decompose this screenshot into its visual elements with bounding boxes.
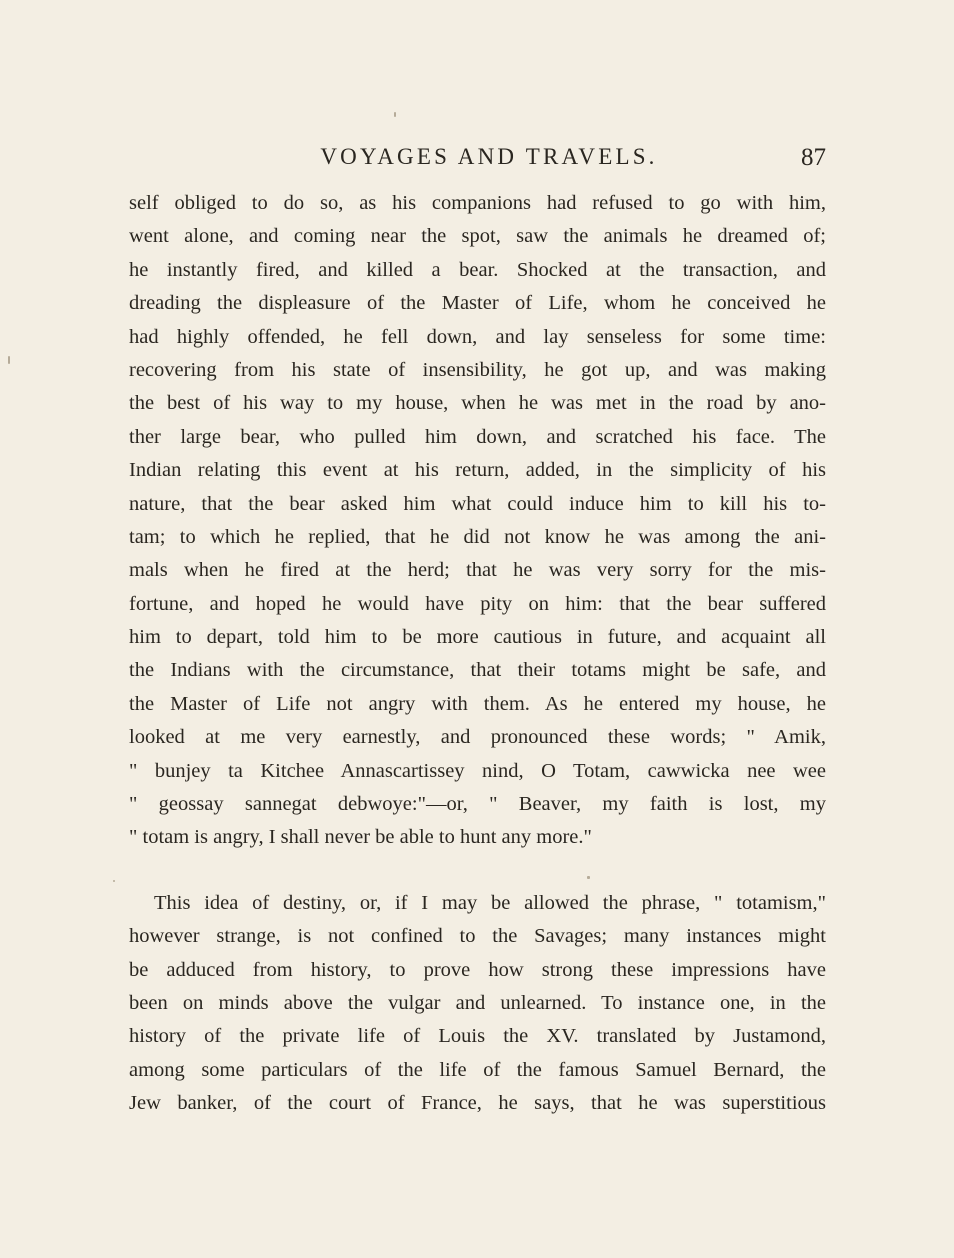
text-line: had highly offended, he fell down, and lay senseless for some time: [129,325,826,348]
text-line: " bunjey ta Kitchee Annascartissey nind, O Totam, cawwicka nee wee [129,759,826,782]
text-line: Jew banker, of the court of France, he says, that he was superstitious [129,1092,826,1115]
paper-speck [587,876,590,879]
text-line: Indian relating this event at his return, added, in the simplicity of his [129,459,826,482]
text-line: fortune, and hoped he would have pity on him: that the bear suffered [129,592,826,615]
body-text [129,187,826,1121]
paper-speck [113,880,115,882]
page-number: 87 [801,144,826,171]
paragraph-2 [129,887,826,1121]
paper-speck [8,356,10,364]
text-line: the Master of Life not angry with them. As he entered my house, he [129,692,826,715]
text-line: him to depart, told him to be more cautious in future, and acquaint all [129,626,826,649]
text-line: history of the private life of Louis the XV. translated by Justamond, [129,1025,826,1048]
text-line: he instantly fired, and killed a bear. Shocked at the transaction, and [129,258,826,281]
text-line: the Indians with the circumstance, that their totams might be safe, and [129,659,826,682]
paragraph-spacer [129,855,826,887]
text-line: mals when he fired at the herd; that he was very sorry for the mis- [129,559,826,582]
text-line: tam; to which he replied, that he did not know he was among the ani- [129,525,826,548]
text-line: went alone, and coming near the spot, saw the animals he dreamed of; [129,225,826,248]
text-line: self obliged to do so, as his companions had refused to go with him, [129,192,826,214]
text-line: recovering from his state of insensibility, he got up, and was making [129,358,826,381]
text-line: " geossay sannegat debwoye:"—or, " Beaver, my faith is lost, my [129,793,826,816]
text-line: ther large bear, who pulled him down, and scratched his face. The [129,425,826,448]
text-line: among some particulars of the life of the famous Samuel Bernard, the [129,1058,826,1081]
page-header [128,142,828,172]
paper-speck [394,112,396,117]
running-head: VOYAGES AND TRAVELS. [320,144,658,169]
text-line: looked at me very earnestly, and pronounced these words; " Amik, [129,726,826,749]
text-line: however strange, is not confined to the Savages; many instances might [129,925,826,948]
text-line: be adduced from history, to prove how strong these impressions have [129,958,826,981]
text-line: the best of his way to my house, when he was met in the road by ano- [129,392,826,415]
text-line: This idea of destiny, or, if I may be allowed the phrase, " totamism," [154,891,826,914]
text-line: nature, that the bear asked him what could induce him to kill his to- [129,492,826,515]
text-line: " totam is angry, I shall never be able to hunt any more." [129,826,592,849]
paragraph-1 [129,187,826,855]
text-line: been on minds above the vulgar and unlearned. To instance one, in the [129,991,826,1014]
text-line: dreading the displeasure of the Master of Life, whom he conceived he [129,292,826,315]
